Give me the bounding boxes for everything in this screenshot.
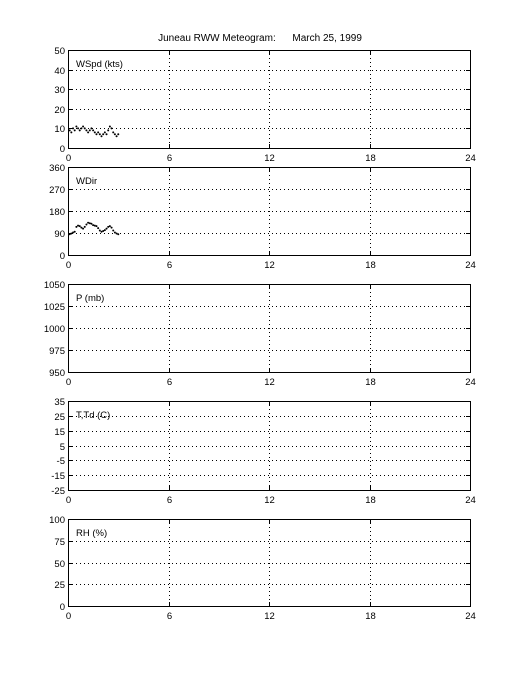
y-tick-label: 270 <box>49 185 65 196</box>
data-point <box>111 127 113 129</box>
panel-2 <box>44 280 476 388</box>
y-tick-label: 35 <box>54 397 65 408</box>
data-point <box>75 226 77 228</box>
panel-label: P (mb) <box>76 293 105 304</box>
y-tick-label: -15 <box>51 471 65 482</box>
data-point <box>90 223 92 225</box>
x-tick-label: 18 <box>365 495 376 506</box>
panel-1 <box>49 163 476 271</box>
y-tick-label: -5 <box>56 456 65 467</box>
y-tick-label: 0 <box>59 602 65 613</box>
y-tick-label: 1025 <box>43 302 65 313</box>
y-tick-label: 30 <box>54 85 65 96</box>
x-tick-label: 12 <box>264 495 275 506</box>
x-tick-label: 0 <box>65 377 72 388</box>
data-point <box>117 233 119 235</box>
x-tick-label: 6 <box>166 377 173 388</box>
x-tick-label: 12 <box>264 153 275 164</box>
y-tick-label: 100 <box>49 515 65 526</box>
data-point <box>117 133 119 135</box>
y-tick-label: 20 <box>54 105 65 116</box>
x-tick-label: 6 <box>166 495 173 506</box>
panel-label: WSpd (kts) <box>76 59 123 70</box>
y-tick-label: 25 <box>54 580 65 591</box>
y-tick-label: -25 <box>51 486 65 497</box>
data-point <box>109 225 111 227</box>
y-tick-label: 10 <box>54 124 65 135</box>
data-point <box>95 225 97 227</box>
data-point <box>80 127 82 129</box>
data-point <box>82 228 84 230</box>
data-point <box>107 129 109 131</box>
data-point <box>85 223 87 225</box>
data-point <box>89 129 91 131</box>
data-point <box>77 127 79 129</box>
data-point <box>112 131 114 133</box>
data-point <box>92 129 94 131</box>
data-point <box>106 133 108 135</box>
y-tick-label: 15 <box>54 427 65 438</box>
y-tick-label: 75 <box>54 537 65 548</box>
y-tick-label: 360 <box>49 163 65 174</box>
x-tick-label: 12 <box>264 611 275 622</box>
panel-4 <box>49 515 476 622</box>
x-tick-label: 24 <box>465 153 476 164</box>
panel-3 <box>51 397 476 506</box>
y-tick-label: 0 <box>59 144 65 155</box>
y-tick-label: 975 <box>49 346 65 357</box>
data-point <box>74 129 76 131</box>
x-tick-label: 0 <box>65 260 72 271</box>
data-point <box>70 232 72 234</box>
data-point <box>87 131 89 133</box>
y-tick-label: 180 <box>49 207 65 218</box>
x-tick-label: 18 <box>365 611 376 622</box>
data-point <box>94 131 96 133</box>
data-point <box>79 129 81 131</box>
data-point <box>69 129 71 131</box>
data-point <box>97 131 99 133</box>
x-tick-label: 18 <box>365 260 376 271</box>
x-tick-label: 24 <box>465 377 476 388</box>
data-point <box>111 227 113 229</box>
y-tick-label: 1000 <box>43 324 65 335</box>
x-tick-label: 6 <box>166 153 173 164</box>
panel-label: T,Td (C) <box>76 410 111 421</box>
data-point <box>112 230 114 232</box>
data-point <box>106 228 108 230</box>
data-point <box>70 131 72 133</box>
panel-label: RH (%) <box>76 528 108 539</box>
x-tick-label: 0 <box>65 495 72 506</box>
data-point <box>84 127 86 129</box>
y-tick-label: 0 <box>59 251 65 262</box>
data-point <box>114 133 116 135</box>
data-point <box>97 227 99 229</box>
data-point <box>109 125 111 127</box>
x-tick-label: 0 <box>65 153 72 164</box>
chart-title: Juneau RWW Meteogram: March 25, 1999 <box>158 33 362 44</box>
x-tick-label: 6 <box>166 260 173 271</box>
y-tick-label: 950 <box>49 368 65 379</box>
x-tick-label: 24 <box>465 611 476 622</box>
y-tick-label: 25 <box>54 412 65 423</box>
data-point <box>104 131 106 133</box>
data-point <box>99 230 101 232</box>
y-tick-label: 50 <box>54 46 65 57</box>
data-point <box>116 135 118 137</box>
x-tick-label: 24 <box>465 260 476 271</box>
data-point <box>80 227 82 229</box>
x-tick-label: 0 <box>65 611 72 622</box>
x-tick-label: 24 <box>465 495 476 506</box>
x-tick-label: 12 <box>264 377 275 388</box>
x-tick-label: 18 <box>365 377 376 388</box>
data-point <box>79 225 81 227</box>
axes-box <box>69 51 471 149</box>
data-point <box>90 127 92 129</box>
data-point <box>82 125 84 127</box>
data-point <box>84 226 86 228</box>
data-point <box>114 232 116 234</box>
x-tick-label: 6 <box>166 611 173 622</box>
data-point <box>102 230 104 232</box>
x-tick-label: 12 <box>264 260 275 271</box>
panel-0 <box>54 46 475 164</box>
y-tick-label: 40 <box>54 66 65 77</box>
panel-label: WDir <box>76 176 98 187</box>
y-tick-label: 50 <box>54 559 65 570</box>
data-point <box>95 133 97 135</box>
data-point <box>101 135 103 137</box>
x-tick-label: 18 <box>365 153 376 164</box>
data-point <box>74 231 76 233</box>
data-point <box>75 125 77 127</box>
y-tick-label: 1050 <box>43 280 65 291</box>
y-tick-label: 90 <box>54 229 65 240</box>
data-point <box>85 129 87 131</box>
data-point <box>104 229 106 231</box>
y-tick-label: 5 <box>59 442 65 453</box>
data-point <box>72 127 74 129</box>
data-point <box>102 133 104 135</box>
data-point <box>99 133 101 135</box>
